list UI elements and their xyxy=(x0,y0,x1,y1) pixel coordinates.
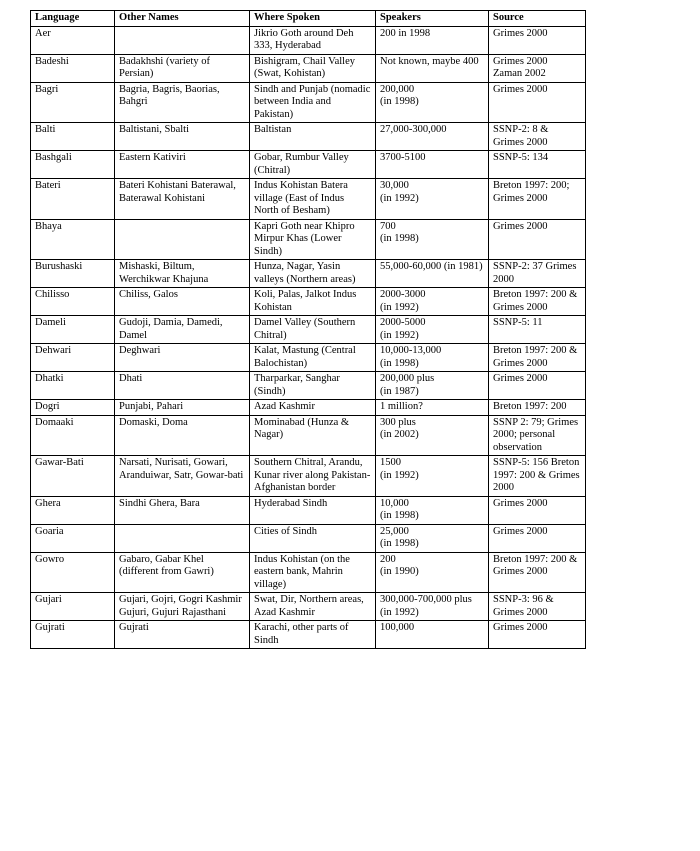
cell-language: Bagri xyxy=(31,82,115,123)
cell-language: Gujari xyxy=(31,593,115,621)
cell-other-names: Gudoji, Damia, Damedi, Damel xyxy=(115,316,250,344)
header-speakers: Speakers xyxy=(376,11,489,27)
cell-other-names: Badakhshi (variety of Persian) xyxy=(115,54,250,82)
cell-language: Chilisso xyxy=(31,288,115,316)
cell-other-names: Bagria, Bagris, Baorias, Bahgri xyxy=(115,82,250,123)
cell-language: Bhaya xyxy=(31,219,115,260)
cell-other-names: Eastern Kativiri xyxy=(115,151,250,179)
table-row xyxy=(31,219,586,260)
cell-language: Balti xyxy=(31,123,115,151)
cell-source: SSNP-5: 11 xyxy=(489,316,586,344)
cell-where-spoken: Hunza, Nagar, Yasin valleys (Northern areas) xyxy=(250,260,376,288)
cell-source: Grimes 2000 xyxy=(489,219,586,260)
header-row xyxy=(31,11,586,27)
cell-source: Grimes 2000 xyxy=(489,82,586,123)
cell-where-spoken: Sindh and Punjab (nomadic between India and Pakistan) xyxy=(250,82,376,123)
cell-other-names: Dhati xyxy=(115,372,250,400)
cell-language: Burushaski xyxy=(31,260,115,288)
table-row xyxy=(31,26,586,54)
cell-speakers: 25,000 (in 1998) xyxy=(376,524,489,552)
cell-source: Grimes 2000 Zaman 2002 xyxy=(489,54,586,82)
header-source: Source xyxy=(489,11,586,27)
cell-language: Bashgali xyxy=(31,151,115,179)
cell-where-spoken: Tharparkar, Sanghar (Sindh) xyxy=(250,372,376,400)
cell-speakers: Not known, maybe 400 xyxy=(376,54,489,82)
cell-source: Breton 1997: 200; Grimes 2000 xyxy=(489,179,586,220)
cell-language: Dehwari xyxy=(31,344,115,372)
cell-other-names xyxy=(115,26,250,54)
table-row xyxy=(31,344,586,372)
cell-where-spoken: Kalat, Mastung (Central Balochistan) xyxy=(250,344,376,372)
cell-where-spoken: Swat, Dir, Northern areas, Azad Kashmir xyxy=(250,593,376,621)
cell-source: SSNP-5: 134 xyxy=(489,151,586,179)
cell-language: Ghera xyxy=(31,496,115,524)
cell-language: Gawar-Bati xyxy=(31,456,115,497)
cell-where-spoken: Indus Kohistan Batera village (East of Indus North of Besham) xyxy=(250,179,376,220)
cell-where-spoken: Mominabad (Hunza & Nagar) xyxy=(250,415,376,456)
table-header xyxy=(31,11,586,27)
cell-source: Breton 1997: 200 & Grimes 2000 xyxy=(489,552,586,593)
table-row xyxy=(31,316,586,344)
header-where-spoken: Where Spoken xyxy=(250,11,376,27)
table-row xyxy=(31,400,586,416)
cell-other-names: Baltistani, Sbalti xyxy=(115,123,250,151)
cell-speakers: 10,000 (in 1998) xyxy=(376,496,489,524)
cell-language: Aer xyxy=(31,26,115,54)
header-language: Language xyxy=(31,11,115,27)
cell-source: Breton 1997: 200 xyxy=(489,400,586,416)
cell-other-names: Gabaro, Gabar Khel (different from Gawri) xyxy=(115,552,250,593)
table-row xyxy=(31,593,586,621)
table-row xyxy=(31,151,586,179)
cell-other-names: Punjabi, Pahari xyxy=(115,400,250,416)
cell-where-spoken: Bishigram, Chail Valley (Swat, Kohistan) xyxy=(250,54,376,82)
languages-table xyxy=(30,10,586,649)
cell-where-spoken: Azad Kashmir xyxy=(250,400,376,416)
table-row xyxy=(31,372,586,400)
cell-language: Dameli xyxy=(31,316,115,344)
cell-where-spoken: Hyderabad Sindh xyxy=(250,496,376,524)
table-row xyxy=(31,179,586,220)
cell-source: Breton 1997: 200 & Grimes 2000 xyxy=(489,344,586,372)
table-row xyxy=(31,54,586,82)
cell-other-names xyxy=(115,219,250,260)
cell-speakers: 100,000 xyxy=(376,621,489,649)
cell-language: Dhatki xyxy=(31,372,115,400)
cell-source: Grimes 2000 xyxy=(489,496,586,524)
cell-language: Gowro xyxy=(31,552,115,593)
cell-where-spoken: Jikrio Goth around Deh 333, Hyderabad xyxy=(250,26,376,54)
header-other-names: Other Names xyxy=(115,11,250,27)
cell-speakers: 10,000-13,000 (in 1998) xyxy=(376,344,489,372)
cell-language: Goaria xyxy=(31,524,115,552)
cell-other-names: Deghwari xyxy=(115,344,250,372)
table-row xyxy=(31,621,586,649)
cell-other-names: Bateri Kohistani Baterawal, Baterawal Kohistani xyxy=(115,179,250,220)
cell-other-names: Narsati, Nurisati, Gowari, Aranduiwar, Satr, Gowar-bati xyxy=(115,456,250,497)
cell-source: Grimes 2000 xyxy=(489,26,586,54)
cell-other-names: Gujari, Gojri, Gogri Kashmir Gujuri, Gujuri Rajasthani xyxy=(115,593,250,621)
cell-where-spoken: Gobar, Rumbur Valley (Chitral) xyxy=(250,151,376,179)
cell-language: Badeshi xyxy=(31,54,115,82)
cell-speakers: 3700-5100 xyxy=(376,151,489,179)
table-row xyxy=(31,288,586,316)
cell-speakers: 200,000 plus (in 1987) xyxy=(376,372,489,400)
table-row xyxy=(31,552,586,593)
table-row xyxy=(31,123,586,151)
cell-speakers: 27,000-300,000 xyxy=(376,123,489,151)
cell-where-spoken: Kapri Goth near Khipro Mirpur Khas (Lower Sindh) xyxy=(250,219,376,260)
cell-speakers: 2000-3000 (in 1992) xyxy=(376,288,489,316)
table-row xyxy=(31,82,586,123)
table-row xyxy=(31,496,586,524)
cell-other-names: Sindhi Ghera, Bara xyxy=(115,496,250,524)
cell-source: SSNP-3: 96 & Grimes 2000 xyxy=(489,593,586,621)
cell-source: Breton 1997: 200 & Grimes 2000 xyxy=(489,288,586,316)
cell-speakers: 2000-5000 (in 1992) xyxy=(376,316,489,344)
cell-where-spoken: Damel Valley (Southern Chitral) xyxy=(250,316,376,344)
cell-other-names: Gujrati xyxy=(115,621,250,649)
cell-speakers: 300 plus (in 2002) xyxy=(376,415,489,456)
cell-language: Dogri xyxy=(31,400,115,416)
cell-other-names: Chiliss, Galos xyxy=(115,288,250,316)
cell-speakers: 55,000-60,000 (in 1981) xyxy=(376,260,489,288)
cell-source: Grimes 2000 xyxy=(489,524,586,552)
cell-where-spoken: Southern Chitral, Arandu, Kunar river along Pakistan-Afghanistan border xyxy=(250,456,376,497)
cell-language: Domaaki xyxy=(31,415,115,456)
cell-speakers: 200 in 1998 xyxy=(376,26,489,54)
cell-source: SSNP-2: 8 & Grimes 2000 xyxy=(489,123,586,151)
cell-source: Grimes 2000 xyxy=(489,372,586,400)
cell-where-spoken: Cities of Sindh xyxy=(250,524,376,552)
table-body xyxy=(31,26,586,649)
cell-speakers: 30,000 (in 1992) xyxy=(376,179,489,220)
table-row xyxy=(31,260,586,288)
cell-speakers: 200,000 (in 1998) xyxy=(376,82,489,123)
cell-where-spoken: Baltistan xyxy=(250,123,376,151)
cell-source: SSNP-5: 156 Breton 1997: 200 & Grimes 2000 xyxy=(489,456,586,497)
cell-where-spoken: Indus Kohistan (on the eastern bank, Mahrin village) xyxy=(250,552,376,593)
table-row xyxy=(31,456,586,497)
cell-speakers: 200 (in 1990) xyxy=(376,552,489,593)
table-row xyxy=(31,415,586,456)
cell-where-spoken: Karachi, other parts of Sindh xyxy=(250,621,376,649)
cell-source: SSNP 2: 79; Grimes 2000; personal observation xyxy=(489,415,586,456)
cell-speakers: 1500 (in 1992) xyxy=(376,456,489,497)
cell-language: Bateri xyxy=(31,179,115,220)
cell-other-names xyxy=(115,524,250,552)
cell-speakers: 700 (in 1998) xyxy=(376,219,489,260)
cell-language: Gujrati xyxy=(31,621,115,649)
cell-source: SSNP-2: 37 Grimes 2000 xyxy=(489,260,586,288)
cell-where-spoken: Koli, Palas, Jalkot Indus Kohistan xyxy=(250,288,376,316)
cell-speakers: 300,000-700,000 plus (in 1992) xyxy=(376,593,489,621)
cell-other-names: Domaski, Doma xyxy=(115,415,250,456)
cell-speakers: 1 million? xyxy=(376,400,489,416)
table-row xyxy=(31,524,586,552)
cell-other-names: Mishaski, Biltum, Werchikwar Khajuna xyxy=(115,260,250,288)
cell-source: Grimes 2000 xyxy=(489,621,586,649)
